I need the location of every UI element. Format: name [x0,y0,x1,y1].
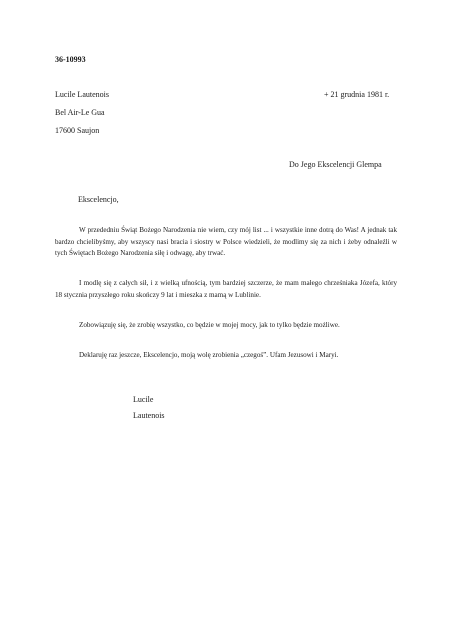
sender-address-line1: Bel Air-Le Gua [55,108,105,117]
letter-date: + 21 grudnia 1981 r. [324,90,390,99]
reference-number: 36-10993 [55,55,86,64]
paragraph-3: Zobowiązuję się, że zrobię wszystko, co będzie w mojej mocy, jak to tylko będzie możliwe. [79,321,340,329]
sender-name: Lucile Lautenois [55,90,109,99]
sender-address-line2: 17600 Saujon [55,126,100,135]
signature-last-name: Lautenois [133,411,165,420]
signature-first-name: Lucile [133,395,154,404]
paragraph-2: I modlę się z całych sił, i z wielką ufnością, tym bardziej szczerze, że mam małego chrześniaka Józefa, który 18 stycznia przyszłego roku skończy 9 lat i mieszka z mamą w Lublinie. [55,279,397,299]
salutation: Ekscelencjo, [78,195,119,204]
recipient-line: Do Jego Ekscelencji Glempa [289,160,382,169]
paragraph-4: Deklaruję raz jeszcze, Ekscelencjo, moją wolę zrobienia „czegoś”. Ufam Jezusowi i Maryi. [79,351,339,359]
paragraph-1: W przededniu Świąt Bożego Narodzenia nie wiem, czy mój list ... i wszystkie inne dotrą do Was! A jednak tak bardzo chcielibyśmy, aby wszyscy nasi bracia i siostry w Polsce wiedzieli, że modlimy się za nich i żeby odnaleźli w tych Świętach Bożego Narodzenia siłę i odwagę, aby trwać. [55,226,397,257]
